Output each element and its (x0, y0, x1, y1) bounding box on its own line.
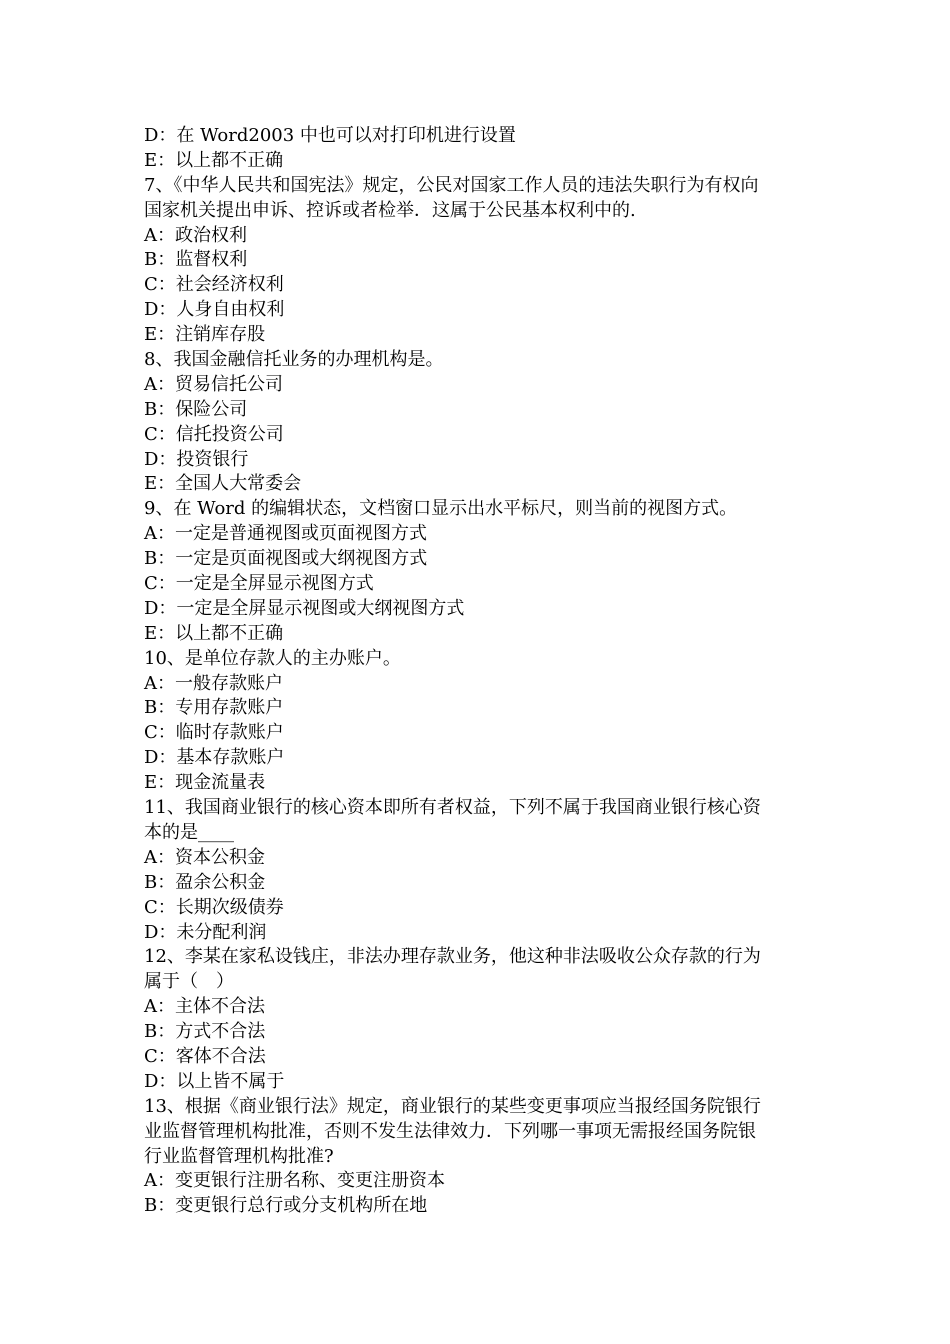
option-line: D：未分配利润 (144, 921, 267, 943)
question-line: 属于（ ） (144, 971, 234, 993)
document-body (144, 124, 812, 1219)
question-line: 12、李某在家私设钱庄，非法办理存款业务，他这种非法吸收公众存款的行为 (144, 946, 761, 968)
question-line: 行业监督管理机构批准? (144, 1145, 334, 1167)
question-line: 13、根据《商业银行法》规定，商业银行的某些变更事项应当报经国务院银行 (144, 1095, 761, 1117)
option-line: D：一定是全屏显示视图或大纲视图方式 (144, 597, 465, 619)
option-line: B：盈余公积金 (144, 871, 266, 893)
question-line: 业监督管理机构批准，否则不发生法律效力．下列哪一事项无需报经国务院银 (144, 1120, 756, 1142)
option-line: B：保险公司 (144, 398, 248, 420)
option-line: D：在 Word2003 中也可以对打印机进行设置 (144, 125, 516, 146)
option-line: E：以上都不正确 (144, 622, 284, 644)
question-line: 国家机关提出申诉、控诉或者检举．这属于公民基本权利中的. (144, 199, 636, 221)
option-line: D：人身自由权利 (144, 299, 285, 321)
option-line: A：变更银行注册名称、变更注册资本 (144, 1170, 445, 1192)
option-line: D：投资银行 (144, 448, 249, 470)
option-line: C：信托投资公司 (144, 423, 284, 445)
option-line: E：现金流量表 (144, 772, 266, 794)
option-line: E：注销库存股 (144, 324, 266, 346)
option-line: D：基本存款账户 (144, 747, 285, 769)
option-line: B：专用存款账户 (144, 697, 284, 719)
option-line: C：长期次级债券 (144, 896, 284, 918)
option-line: B：变更银行总行或分支机构所在地 (144, 1195, 428, 1217)
question-line: 7、《中华人民共和国宪法》规定，公民对国家工作人员的违法失职行为有权向 (144, 174, 759, 196)
option-line: C：客体不合法 (144, 1045, 266, 1067)
option-line: E：全国人大常委会 (144, 473, 302, 495)
option-line: B：方式不合法 (144, 1021, 266, 1043)
option-line: A：资本公积金 (144, 846, 265, 868)
option-line: D：以上皆不属于 (144, 1070, 285, 1092)
option-line: E：以上都不正确 (144, 149, 284, 171)
question-line: 11、我国商业银行的核心资本即所有者权益，下列不属于我国商业银行核心资 (144, 797, 761, 819)
option-line: A：政治权利 (144, 224, 247, 246)
option-line: B：一定是页面视图或大纲视图方式 (144, 548, 428, 570)
option-line: C：社会经济权利 (144, 274, 284, 296)
option-line: A：一定是普通视图或页面视图方式 (144, 523, 427, 545)
question-line: 本的是____ (144, 821, 234, 843)
option-line: A：贸易信托公司 (144, 373, 283, 395)
question-line: 9、在 Word 的编辑状态，文档窗口显示出水平标尺，则当前的视图方式。 (144, 498, 738, 520)
question-line: 10、是单位存款人的主办账户。 (144, 647, 401, 669)
option-line: C：一定是全屏显示视图方式 (144, 573, 374, 595)
option-line: A：主体不合法 (144, 996, 265, 1018)
option-line: A：一般存款账户 (144, 672, 283, 694)
question-line: 8、我国金融信托业务的办理机构是。 (144, 349, 444, 371)
option-line: C：临时存款账户 (144, 722, 284, 744)
option-line: B：监督权利 (144, 249, 248, 271)
